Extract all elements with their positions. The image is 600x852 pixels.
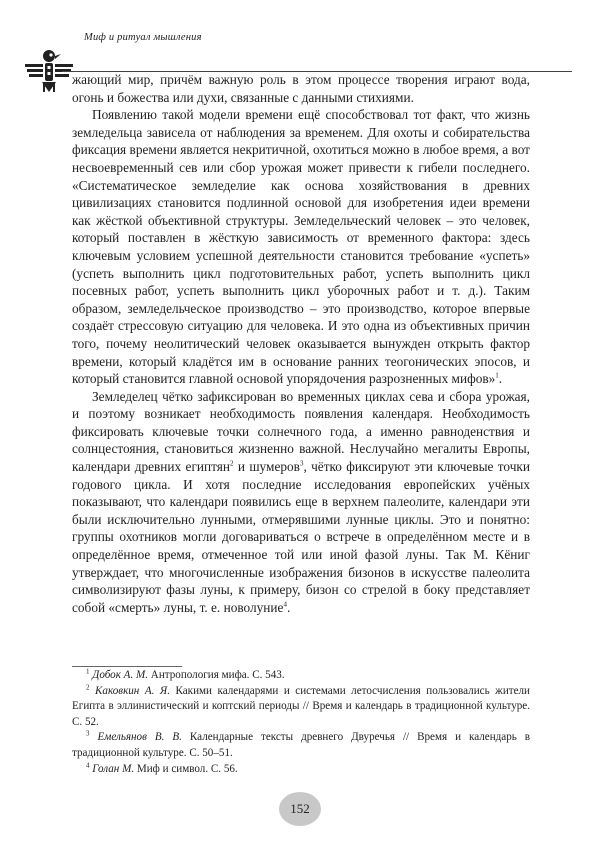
footnote-ref-2[interactable]: 2 bbox=[230, 459, 234, 468]
body-paragraph-2: Появлению такой модели времени ещё способствовал тот факт, что жизнь земледельца зависела от наблюдения за временем. Для охоты и собирательства фиксация времени является некритичной, охотиться можно в любое время, а вот несвоевременный сев или сбор урожая может привести к гибели последнего. «Систематическое земледелие как основа хозяйствования в древних цивилизациях становится подлинной основой для изобретения идеи времени как жёсткой объективной структуры. Земледельческий человек – это человек, который поставлен в жёсткую зависимость от временного фактора: здесь ключевым условием успешной деятельности становится требование «успеть» (успеть выполнить цикл подготовительных работ, успеть выполнить цикл посевных работ, успеть выполнить цикл уборочных работ и т. д.). Таким образом, земледельческое производство – это производство, которое впервые создаёт стрессовую ситуацию для человека. И это одна из объективных причин того, почему неолитический человек оказывается вынужден открыть фактор времени, который кладётся им в основание ранних теогонических эпосов, и который становится главной основой упорядочения разрозненных мифов»$^1$. bbox=[72, 107, 530, 387]
footnote-3: $^3$ Емельянов В. В. Календарные тексты древнего Двуречья // Время и календарь в традиционной культуре. С. 50–51. bbox=[72, 729, 531, 759]
body-paragraph-3: Земледелец чётко зафиксирован во временных циклах сева и сбора урожая, и поэтому возникает необходимость появления календаря. Необходимость фиксировать ключевые точки солнечного года, а именно равноденствия и солнцестояния, становиться жизненно важной. Неслучайно мегалиты Европы, календари древних египтян$^2$ и шумеров$^3$, чётко фиксируют эти ключевые точки годового цикла. И хотя последние исследования европейских учёных показывают, что календари появились еще в верхнем палеолите, календари эти были исключительно лунными, отмерявшими лунные циклы. Это и понятно: группы охотников могли договариваться о встрече в определённом месте и в определённое время, отмеченное той или иной фазой луны. Так М. Кёниг утверждает, что многочисленные изображения бизонов в искусстве палеолита символизируют фазы луны, к примеру, бизон со стрелой в боку представляет собой «смерть» луны, т. е. новолуние$^4$. bbox=[72, 388, 530, 615]
footnote-ref-4[interactable]: 4 bbox=[283, 600, 287, 609]
footnote-4: $^4$ Голан М. Миф и символ. С. 56. bbox=[86, 760, 238, 775]
main-text bbox=[72, 71, 530, 616]
footnote-ref-1[interactable]: 1 bbox=[495, 371, 499, 380]
stylized-bird-ornament-icon bbox=[22, 44, 76, 96]
page-number: 152 bbox=[279, 792, 321, 826]
footnote-2: $^2$ Каковкин А. Я. Какими календарями и системами летосчисления пользовались жители Египта в эллинистический и коптский периоды // Время и календарь в традиционной культуре. С. 52. bbox=[72, 682, 530, 728]
running-title: Миф и ритуал мышления bbox=[84, 32, 202, 43]
body-paragraph-1: жающий мир, причём важную роль в этом процессе творения играют вода, огонь и божества или духи, связанные с данными стихиями. bbox=[72, 72, 530, 105]
footnote-1: $^1$ Добок А. М. Антропология мифа. С. 543. bbox=[86, 667, 285, 681]
footnote-ref-3[interactable]: 3 bbox=[299, 459, 304, 468]
footnotes bbox=[72, 668, 530, 777]
